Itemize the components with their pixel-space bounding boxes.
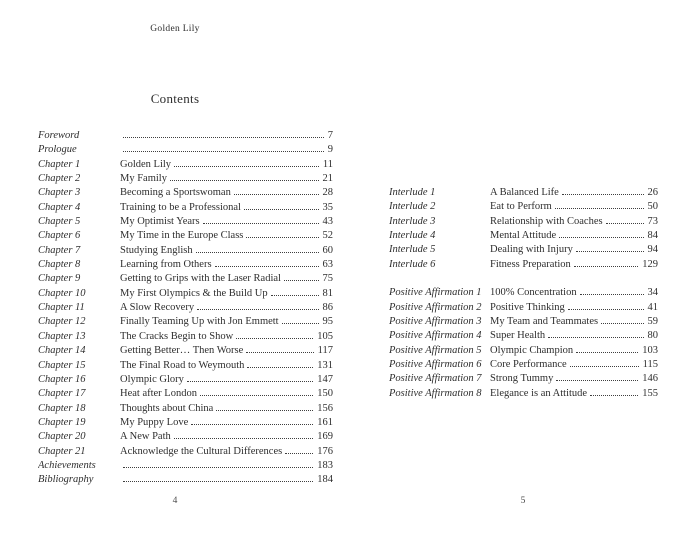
dot-leader [559, 237, 643, 238]
toc-entry [38, 430, 333, 444]
dot-leader [123, 151, 324, 152]
toc-entry-page-number: 50 [647, 201, 658, 213]
toc-entry-label: Chapter 17 [38, 388, 86, 400]
toc-entry-label: Interlude 4 [389, 230, 436, 242]
toc-entry-title: My Puppy Love [120, 416, 189, 428]
toc-entry-title: Core Performance [490, 359, 567, 371]
toc-entry-page-number: 146 [642, 373, 658, 385]
toc-entry-page-number: 115 [642, 359, 658, 371]
toc-entry [38, 330, 333, 344]
dot-leader [236, 338, 313, 339]
toc-entry-page-number: 103 [642, 344, 658, 356]
toc-entry-title: My Time in the Europe Class [120, 230, 244, 242]
toc-entry-title: Becoming a Sportswoman [120, 187, 231, 199]
toc-entry-title: Studying English [120, 244, 193, 256]
toc-entry [389, 215, 658, 229]
toc-entry-label: Positive Affirmation 6 [389, 359, 482, 371]
dot-leader [548, 337, 643, 338]
dot-leader [203, 223, 319, 224]
toc-entry-page-number: 60 [322, 244, 333, 256]
toc-entry-label: Foreword [38, 130, 80, 141]
toc-entry [38, 315, 333, 329]
toc-entry-title: Getting Better… Then Worse [120, 345, 244, 357]
dot-leader [246, 352, 313, 353]
toc-entry-page-number: 21 [322, 173, 333, 185]
toc-entry-label: Positive Affirmation 3 [389, 316, 482, 328]
toc-entry [38, 229, 333, 243]
toc-entry-label: Chapter 14 [38, 345, 86, 357]
toc-entry-title: Acknowledge the Cultural Differences [120, 445, 283, 457]
toc-entry [38, 129, 333, 143]
toc-entry-page-number: 34 [647, 287, 658, 299]
toc-entry-title: Finally Teaming Up with Jon Emmett [120, 316, 279, 328]
positive-affirmations-toc-group [389, 286, 658, 401]
toc-entry-page-number: 81 [322, 287, 333, 299]
toc-entry-label: Chapter 15 [38, 359, 86, 371]
toc-entry [38, 244, 333, 258]
toc-entry [38, 172, 333, 186]
toc-entry-label: Interlude 1 [389, 187, 436, 198]
toc-entry-title: A Slow Recovery [120, 302, 195, 314]
toc-entry-page-number: 131 [317, 359, 333, 371]
dot-leader [187, 381, 313, 382]
toc-entry-title: Dealing with Injury [490, 244, 573, 256]
dot-leader [244, 209, 319, 210]
toc-entry [389, 329, 658, 343]
dot-leader [580, 294, 644, 295]
toc-entry-label: Chapter 2 [38, 173, 81, 185]
toc-entry-label: Prologue [38, 144, 77, 156]
toc-entry [389, 387, 658, 401]
toc-entry-page-number: 183 [317, 459, 333, 471]
dot-leader [170, 180, 319, 181]
toc-entry-label: Chapter 6 [38, 230, 81, 242]
dot-leader [123, 467, 313, 468]
toc-entry-page-number: 155 [642, 387, 658, 399]
toc-entry-label: Achievements [38, 459, 96, 471]
toc-entry-page-number: 95 [322, 316, 333, 328]
toc-entry [38, 402, 333, 416]
toc-entry-label: Chapter 13 [38, 330, 86, 342]
toc-entry [38, 201, 333, 215]
dot-leader [246, 237, 318, 238]
toc-entry [38, 215, 333, 229]
dot-leader [123, 481, 313, 482]
toc-entry-page-number: 156 [317, 402, 333, 414]
toc-entry-label: Chapter 4 [38, 201, 81, 213]
toc-entry-label: Interlude 2 [389, 201, 436, 213]
toc-entry [389, 243, 658, 257]
toc-entry [38, 186, 333, 200]
toc-entry-page-number: 117 [317, 345, 333, 357]
contents-heading: Contents [150, 91, 200, 106]
toc-entry-label: Chapter 11 [38, 302, 85, 314]
toc-entry-page-number: 161 [317, 416, 333, 428]
toc-entry [389, 344, 658, 358]
toc-entry-title: Thoughts about China [120, 402, 214, 414]
toc-entry [38, 373, 333, 387]
toc-entry-page-number: 11 [322, 158, 333, 170]
toc-entry-label: Positive Affirmation 1 [389, 287, 482, 299]
toc-entry-page-number: 63 [322, 259, 333, 271]
toc-entry-label: Positive Affirmation 4 [389, 330, 482, 342]
dot-leader [284, 280, 319, 281]
toc-entry-page-number: 94 [647, 244, 658, 256]
dot-leader [606, 223, 644, 224]
dot-leader [574, 266, 638, 267]
toc-entry-page-number: 169 [317, 431, 333, 443]
dot-leader [216, 410, 313, 411]
toc-entry-page-number: 59 [647, 316, 658, 328]
toc-entry-title: My Family [120, 173, 167, 185]
toc-entry-page-number: 86 [322, 302, 333, 314]
toc-entry-label: Chapter 5 [38, 216, 81, 228]
toc-entry-page-number: 105 [317, 330, 333, 342]
interludes-toc-group [389, 186, 658, 272]
toc-entry-title: A New Path [120, 431, 171, 443]
left-page-toc-list [38, 129, 333, 488]
dot-leader [196, 252, 319, 253]
toc-entry-title: Learning from Others [120, 259, 212, 271]
toc-entry [38, 416, 333, 430]
toc-entry-label: Positive Affirmation 7 [389, 373, 482, 385]
toc-entry-label: Chapter 7 [38, 244, 81, 256]
toc-entry-page-number: 41 [647, 301, 658, 313]
toc-entry-title: Heat after London [120, 388, 197, 400]
dot-leader [285, 453, 313, 454]
toc-entry-page-number: 176 [317, 445, 333, 457]
running-header-book-title: Golden Lily [150, 24, 200, 34]
toc-entry-title: Relationship with Coaches [490, 215, 603, 227]
toc-entry-page-number: 28 [322, 187, 333, 199]
toc-entry-title: My Optimist Years [120, 216, 200, 228]
toc-entry [389, 229, 658, 243]
toc-entry-page-number: 43 [322, 216, 333, 228]
toc-entry [38, 272, 333, 286]
toc-entry-title: Golden Lily [120, 158, 172, 170]
toc-entry-page-number: 184 [317, 474, 333, 486]
toc-entry-title: Eat to Perform [490, 201, 552, 213]
toc-entry-page-number: 84 [647, 230, 658, 242]
dot-leader [123, 137, 324, 138]
dot-leader [191, 424, 313, 425]
dot-leader [234, 194, 319, 195]
toc-entry [389, 358, 658, 372]
toc-entry-title: Strong Tummy [490, 373, 554, 385]
toc-entry-title: My Team and Teammates [490, 316, 599, 328]
dot-leader [576, 251, 644, 252]
dot-leader [601, 323, 643, 324]
toc-entry-label: Chapter 8 [38, 259, 81, 271]
toc-entry [38, 301, 333, 315]
toc-entry [38, 387, 333, 401]
toc-entry-label: Chapter 20 [38, 431, 86, 443]
toc-entry-title: Training to be a Professional [120, 201, 241, 213]
toc-entry-label: Interlude 3 [389, 215, 436, 227]
toc-entry-page-number: 35 [322, 201, 333, 213]
dot-leader [556, 380, 638, 381]
toc-entry-title: 100% Concentration [490, 287, 577, 299]
toc-entry-label: Chapter 12 [38, 316, 86, 328]
dot-leader [555, 208, 644, 209]
dot-leader [570, 366, 639, 367]
toc-entry-label: Interlude 6 [389, 258, 436, 270]
toc-entry-label: Positive Affirmation 5 [389, 344, 482, 356]
dot-leader [590, 395, 638, 396]
toc-entry [389, 315, 658, 329]
toc-entry [389, 186, 658, 200]
toc-entry-label: Positive Affirmation 2 [389, 301, 482, 313]
toc-entry-page-number: 9 [327, 144, 333, 156]
toc-entry [38, 359, 333, 373]
toc-entry-label: Chapter 1 [38, 158, 81, 170]
dot-leader [282, 323, 319, 324]
toc-entry-label: Chapter 9 [38, 273, 81, 285]
right-page-number: 5 [520, 496, 526, 506]
toc-entry-title: Olympic Glory [120, 373, 184, 385]
toc-entry [389, 286, 658, 300]
toc-entry-page-number: 150 [317, 388, 333, 400]
toc-entry-title: A Balanced Life [490, 187, 559, 198]
toc-entry-page-number: 26 [647, 187, 658, 198]
toc-entry-label: Chapter 16 [38, 373, 86, 385]
dot-leader [197, 309, 318, 310]
toc-entry [38, 258, 333, 272]
dot-leader [271, 295, 319, 296]
toc-entry [38, 473, 333, 487]
toc-entry-page-number: 73 [647, 215, 658, 227]
toc-entry-label: Chapter 10 [38, 287, 86, 299]
toc-entry [38, 445, 333, 459]
toc-entry-label: Chapter 21 [38, 445, 86, 457]
toc-entry [389, 372, 658, 386]
toc-entry-title: Elegance is an Attitude [490, 387, 588, 399]
toc-entry-page-number: 129 [642, 258, 658, 270]
toc-entry-page-number: 147 [317, 373, 333, 385]
toc-entry [389, 301, 658, 315]
toc-entry-title: Super Health [490, 330, 546, 342]
toc-entry-title: Fitness Preparation [490, 258, 571, 270]
toc-entry [389, 258, 658, 272]
dot-leader [174, 438, 314, 439]
right-page-toc-list [389, 186, 658, 401]
dot-leader [174, 166, 319, 167]
toc-entry [38, 158, 333, 172]
dot-leader [576, 352, 638, 353]
dot-leader [200, 395, 313, 396]
left-page-number: 4 [172, 496, 178, 506]
toc-entry [38, 344, 333, 358]
toc-entry-label: Chapter 18 [38, 402, 86, 414]
toc-entry-page-number: 75 [322, 273, 333, 285]
toc-entry-page-number: 80 [647, 330, 658, 342]
toc-entry [38, 287, 333, 301]
dot-leader [568, 309, 644, 310]
toc-entry-title: The Final Road to Weymouth [120, 359, 245, 371]
toc-entry [38, 459, 333, 473]
toc-entry-label: Chapter 19 [38, 416, 86, 428]
toc-entry-title: Olympic Champion [490, 344, 574, 356]
toc-entry-title: The Cracks Begin to Show [120, 330, 234, 342]
toc-entry [38, 143, 333, 157]
toc-entry-label: Interlude 5 [389, 244, 436, 256]
dot-leader [247, 367, 313, 368]
toc-entry-label: Chapter 3 [38, 187, 81, 199]
toc-entry-title: My First Olympics & the Build Up [120, 287, 268, 299]
toc-entry-title: Mental Attitude [490, 230, 557, 242]
dot-leader [215, 266, 319, 267]
toc-entry-label: Positive Affirmation 8 [389, 387, 482, 399]
dot-leader [562, 194, 644, 195]
toc-entry-page-number: 52 [322, 230, 333, 242]
toc-entry-title: Positive Thinking [490, 301, 565, 313]
toc-entry-page-number: 7 [327, 130, 333, 141]
toc-entry [389, 200, 658, 214]
toc-entry-label: Bibliography [38, 474, 94, 486]
toc-entry-title: Getting to Grips with the Laser Radial [120, 273, 281, 285]
